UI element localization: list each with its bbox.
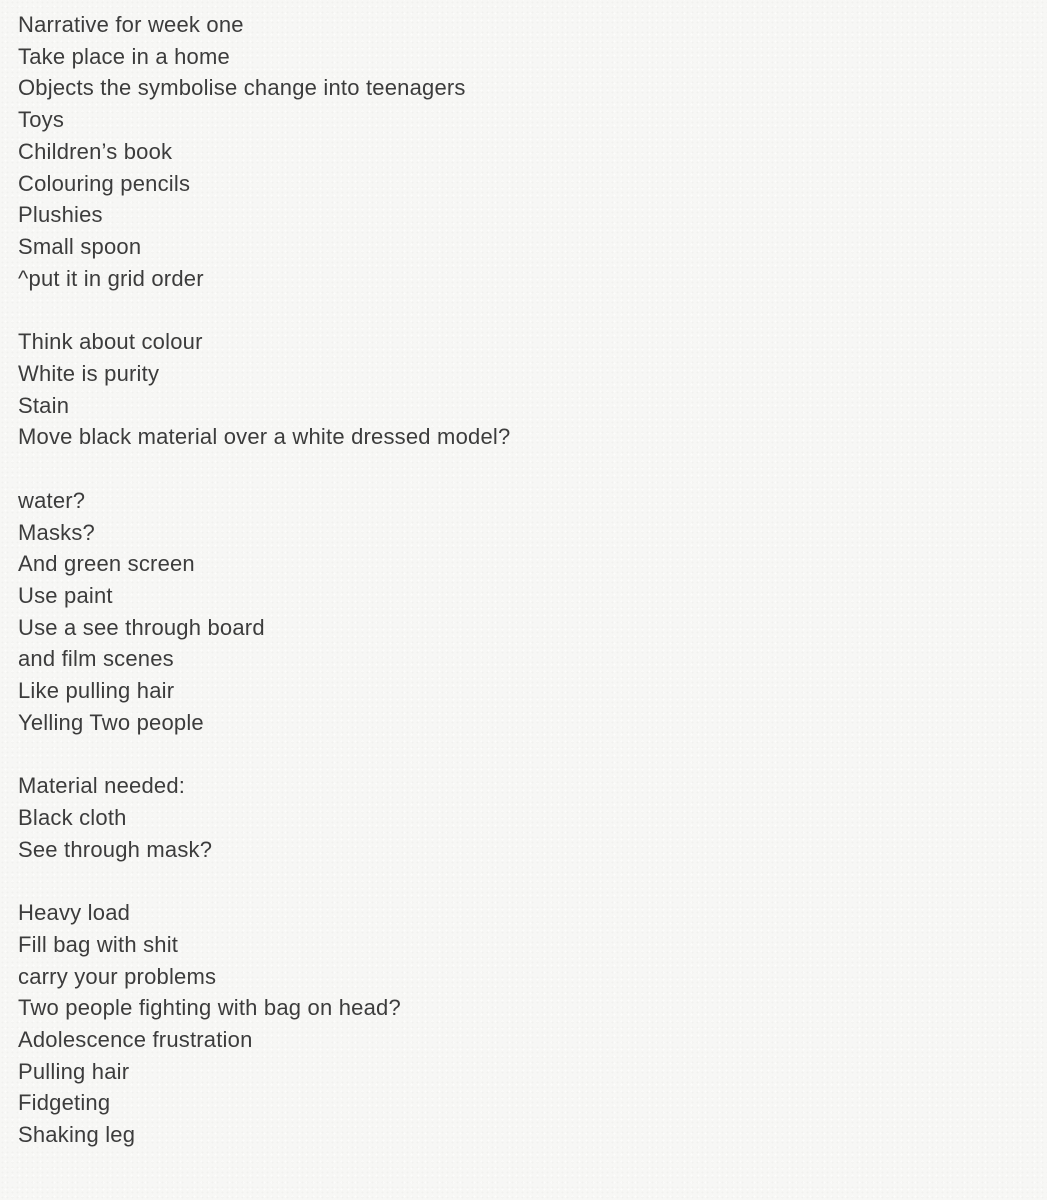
note-line: Stain: [18, 392, 70, 418]
note-line: Toys: [18, 107, 65, 133]
note-line: Objects the symbolise change into teenagers: [18, 75, 466, 101]
note-line: Colouring pencils: [18, 170, 191, 196]
note-line: Small spoon: [18, 234, 142, 260]
note-line: And green screen: [18, 551, 195, 577]
note-line: Move black material over a white dressed model?: [18, 424, 511, 450]
note-line: Narrative for week one: [18, 12, 244, 37]
note-line: carry your problems: [18, 963, 217, 989]
note-line: water?: [18, 487, 86, 513]
note-line: Plushies: [18, 202, 103, 228]
note-line: Take place in a home: [18, 43, 230, 69]
note-line: Masks?: [18, 519, 95, 545]
note-line: Fidgeting: [18, 1090, 111, 1116]
note-line: Two people fighting with bag on head?: [18, 995, 401, 1021]
note-block-objects: [18, 9, 1028, 294]
note-line: White is purity: [18, 360, 160, 386]
note-line: Adolescence frustration: [18, 1027, 253, 1052]
note-line: Think about colour: [18, 329, 203, 355]
blank-line: [18, 865, 1028, 897]
note-line: Fill bag with shit: [18, 931, 179, 957]
note-line: ^put it in grid order: [18, 265, 204, 291]
note-line: Use paint: [18, 582, 113, 608]
note-block-colour: [18, 326, 1028, 453]
note-line: Black cloth: [18, 804, 127, 830]
note-line: Material needed:: [18, 773, 186, 799]
note-line: Heavy load: [18, 900, 131, 926]
note-block-materials: [18, 770, 1028, 865]
note-block-heavy-load: [18, 897, 1028, 1151]
note-line: and film scenes: [18, 646, 174, 672]
note-line: Shaking leg: [18, 1122, 136, 1148]
note-body[interactable]: [18, 9, 1028, 1151]
note-line: Yelling Two people: [18, 709, 204, 735]
blank-line: [18, 294, 1028, 326]
note-line: See through mask?: [18, 836, 213, 862]
note-line: Like pulling hair: [18, 678, 175, 704]
note-line: Use a see through board: [18, 614, 265, 640]
note-block-ideas: [18, 485, 1028, 739]
note-line: Children’s book: [18, 138, 173, 164]
note-line: Pulling hair: [18, 1058, 130, 1084]
blank-line: [18, 739, 1028, 771]
blank-line: [18, 453, 1028, 485]
